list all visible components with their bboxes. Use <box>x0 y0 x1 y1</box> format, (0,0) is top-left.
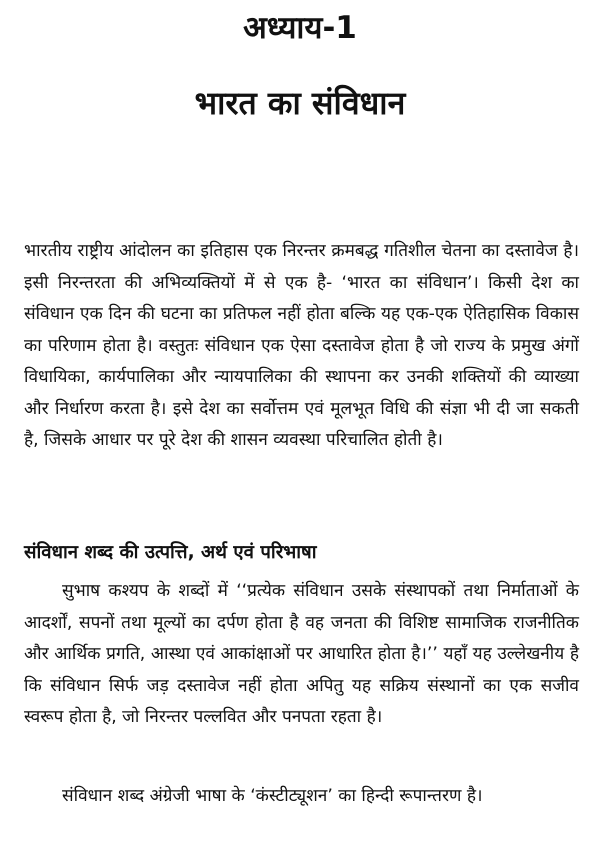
body-paragraph-definition: सुभाष कश्यप के शब्दों में ‘‘प्रत्येक संविधान उसके संस्थापकों तथा निर्माताओं के आदर्शों, सपनों तथा मूल्यों का दर्पण होता है वह जनता की विशिष्ट सामाजिक राजनीतिक और आर्थिक प्रगति, आस्था एवं आकांक्षाओं पर आधारित होता है।’’ यहाँ यह उल्लेखनीय है कि संविधान सिर्फ जड़ दस्तावेज नहीं होता अपितु यह सक्रिय संस्थानों का एक सजीव स्वरूप होता है, जो निरन्तर पल्लवित और पनपता रहता है। <box>24 581 579 727</box>
chapter-title: भारत का संविधान <box>194 84 406 122</box>
body-paragraph-etymology: संविधान शब्द अंग्रेजी भाषा के ‘कंस्टीट्यूशन’ का हिन्दी रूपान्तरण है। <box>62 786 483 806</box>
chapter-label: अध्याय-1 <box>243 10 357 46</box>
intro-paragraph: भारतीय राष्ट्रीय आंदोलन का इतिहास एक निरन्तर क्रमबद्ध गतिशील चेतना का दस्तावेज है। इसी निरन्तरता की अभिव्यक्तियों में से एक है- ‘भारत का संविधान’। किसी देश का संविधान एक दिन की घटना का प्रतिफल नहीं होता बल्कि यह एक-एक ऐतिहासिक विकास का परिणाम होता है। वस्तुतः संविधान एक ऐसा दस्तावेज होता है जो राज्य के प्रमुख अंगों विधायिका, कार्यपालिका और न्यायपालिका की स्थापना कर उनकी शक्तियों की व्याख्या और निर्धारण करता है। इसे देश का सर्वोत्तम एवं मूलभूत विधि की संज्ञा भी दी जा सकती है, जिसके आधार पर पूरे देश की शासन व्यवस्था परिचालित होती है। <box>24 241 579 450</box>
section-heading: संविधान शब्द की उत्पत्ति, अर्थ एवं परिभाषा <box>24 542 317 563</box>
